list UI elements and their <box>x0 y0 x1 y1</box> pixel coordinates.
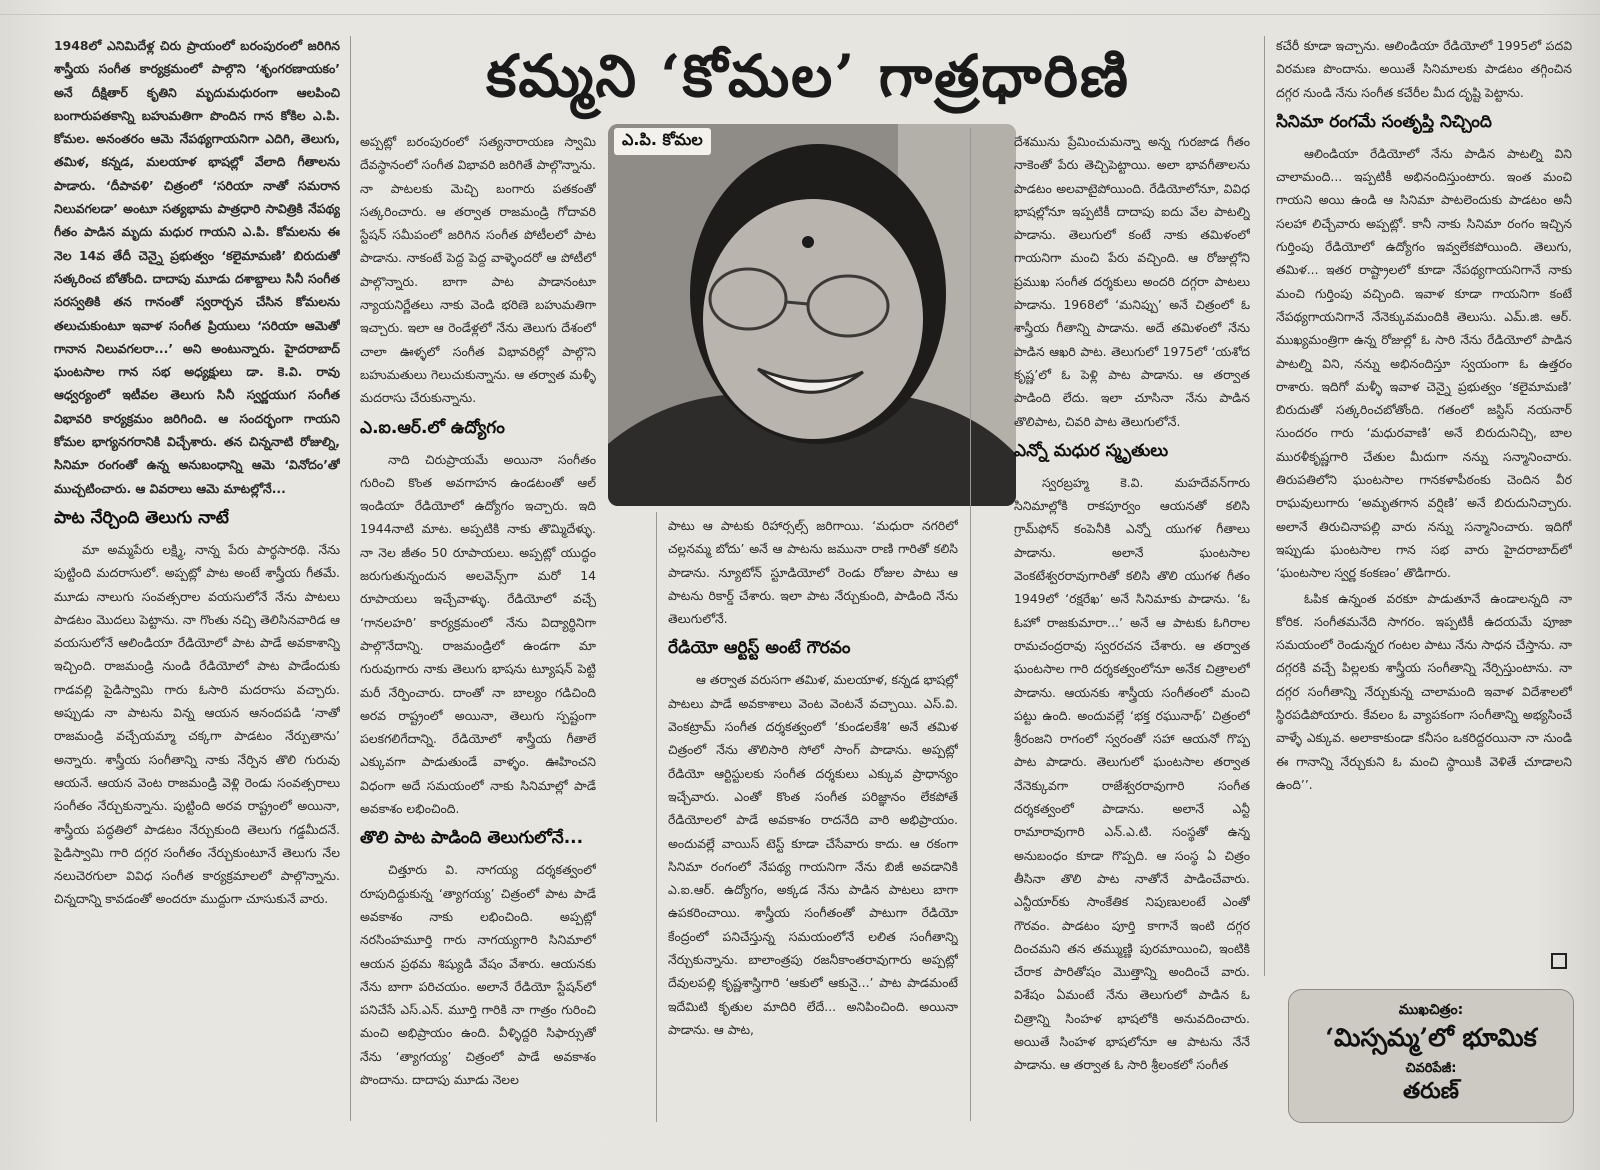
portrait-photo <box>608 124 1016 506</box>
section-heading-5: ఎన్నో మధుర స్మృతులు <box>1014 440 1169 461</box>
paragraph: నాది చిరుప్రాయమే అయినా సంగీతం గురించి కొంత అవగాహన ఉండటంతో ఆల్ ఇండియా రేడియోలో ఉద్యోగం ఇచ్చారు. ఇది 1944నాటి మాట. అప్పటికి నాకు తొమ్మిదేళ్ళు. నా నెల జీతం 50 రూపాయలు. అప్పట్లో యుద్ధం జరుగుతున్నందున అలవెన్స్‌గా మరో 14 రూపాయలు ఇచ్చేవాళ్ళు. రేడియోలో వచ్చే ‘గానలహరి’ కార్యక్రమంలో నేను విద్యార్థినిగా పాల్గొనేదాన్ని. రాజమండ్రిలో ఉండగా మా గురువుగారు నాకు తెలుగు భాషను ట్యూషన్ పెట్టి మరీ నేర్పించారు. దాంతో నా బాల్యం గడిచింది అరవ రాష్ట్రంలో అయినా, తెలుగు స్పష్టంగా పలకగలిగేదాన్ని. రేడియోలో శాస్త్రీయ గీతాలే ఎక్కువగా పాడుతుండే వాళ్ళం. ఊహించని విధంగా అదే సమయంలో నాకు సినిమాల్లో పాడే అవకాశం లభించింది. <box>360 451 596 817</box>
paragraph: చిత్తూరు వి. నాగయ్య దర్శకత్వంలో రూపుదిద్దుకున్న ‘త్యాగయ్య’ చిత్రంలో పాట పాడే అవకాశం నాకు లభించింది. అప్పట్లో నరసింహమూర్తి గారు నాగయ్యగారి సినిమాలో ఆయన ప్రథమ శిష్యుడి వేషం వేశారు. ఆయనకు నేను బాగా పరిచయం. అలానే రేడియో స్టేషన్‌లో పనిచేసే ఎస్.ఎన్. మూర్తి గారికి నా గాత్రం గురించి మంచి అభిప్రాయం ఉంది. వీళ్ళిద్దరి సిఫార్సుతో నేను ‘త్యాగయ్య’ చిత్రంలో పాడే అవకాశం పొందాను. దాదాపు మూడు నెలల <box>360 862 596 1087</box>
column-divider <box>970 128 971 1121</box>
credits-box <box>1288 989 1574 1123</box>
column-1 <box>54 34 340 1114</box>
paragraph: ఆలిండియా రేడియోలో నేను పాడిన పాటల్ని విని చాలామంది... ఇప్పటికీ అభినందిస్తుంటారు. ఇంత మంచి గాయని అయి ఉండి ఆ సినిమా పాటలెందుకు పాడటం అనీ సలహా లిచ్చేవారు అప్పట్లో. కానీ నాకు సినిమా రంగం ఇచ్చిన గుర్తింపు రేడియోలో ఉద్యోగం ఇవ్వలేకపోయింది. తెలుగు, తమిళ... ఇతర రాష్ట్రాలలో కూడా నేపథ్యగాయనిగానే నాకు మంచి గుర్తింపు వచ్చింది. ఇవాళ కూడా గాయనిగా కంటే నేపథ్యగాయనిగానే నేనెక్కువమందికి తెలుసు. ఎమ్.జి. ఆర్. ముఖ్యమంత్రిగా ఉన్న రోజుల్లో ఓ సారి నేను రేడియోలో పాడిన పాటల్ని విని, నన్ను అభినందిస్తూ స్వయంగా ఓ ఉత్తరం రాశారు. ఇదిగో మళ్ళీ ఇవాళ చెన్నై ప్రభుత్వం ‘కలైమామణి’ బిరుదుతో సత్కరించబోతోంది. గతంలో జస్టిస్ నయనార్ సుందరం గారు ‘మధురవాణి’ అనే బిరుదునిచ్చి, బాల మురళీకృష్ణగారి చేతుల మీదుగా నన్ను సన్మానించారు. తిరుపతిలోని ఘంటసాల గానకళాపీఠంకు చెందిన వీర రాఘవులుగారు ‘అమృతగాన వర్షిణి’ అనే బిరుదునిచ్చారు. అలానే తిరుచినాపల్లి వారు నన్ను సన్మానించారు. ఇదిగో ఇప్పుడు ఘంటసాల గాన సభ వారు హైదరాబాద్‌లో ‘ఘంటసాల స్వర్ణ కంకణం’ తొడిగారు. <box>1276 145 1572 581</box>
intro-paragraph: 1948లో ఎనిమిదేళ్ల చిరు ప్రాయంలో బరంపురంలో జరిగిన శాస్త్రీయ సంగీత కార్యక్రమంలో పాల్గొని ‘శృంగరణాయకం’ అనే దీక్షితార్ కృతిని మృదుమధురంగా ఆలపించి బంగారుపతకాన్ని బహుమతిగా పొందిన గాన కోకిల ఎ.పి. కోమల. అనంతరం ఆమె నేపథ్యగాయనిగా ఎదిగి, తెలుగు, తమిళ, కన్నడ, మలయాళ భాషల్లో వేలాది గీతాలను పాడారు. ‘దీపావళి’ చిత్రంలో ‘సరియా నాతో సమరాన నిలువగలడా’ అంటూ సత్యభామ పాత్రధారి సావిత్రికి నేపథ్య గీతం పాడిన మృదు మధుర గాయని ఎ.పి. కోమలను ఈ నెల 14వ తేదీ చెన్నై ప్రభుత్వం ‘కలైమామణి’ బిరుదుతో సత్కరించ బోతోంది. దాదాపు మూడు దశాబ్దాలు సినీ సంగీత సరస్వతికి తన గానంతో స్వరార్చన చేసిన కోమలను తలుచుకుంటూ ఇవాళ సంగీత ప్రియులు ‘సరియా ఆమెతో గానాన నిలువగలరా...’ అని అంటున్నారు. హైదరాబాద్ ఘంటసాల గాన సభ అధ్యక్షులు డా. కె.వి. రావు ఆధ్వర్యంలో ఇటీవల తెలుగు సినీ స్వర్ణయుగ సంగీత విభావరి కార్యక్రమం జరిగింది. ఆ సందర్భంగా గాయని కోమల భాగ్యనగరానికి విచ్చేశారు. తన చిన్ననాటి రోజుల్ని, సినిమా రంగంతో ఉన్న అనుబంధాన్ని ఆమె ‘వినోదం’తో ముచ్చటించారు. ఆ వివరాలు ఆమె మాటల్లోనే... <box>54 38 340 496</box>
cover-label: ముఖచిత్రం: <box>1398 1002 1464 1018</box>
article-end-mark <box>1551 953 1567 969</box>
section-heading-6: సినిమా రంగమే సంతృప్తి నిచ్చింది <box>1276 111 1492 132</box>
column-divider <box>1264 36 1265 976</box>
column-divider <box>656 512 657 1122</box>
section-heading-1: పాట నేర్చింది తెలుగు నాటే <box>54 507 229 528</box>
photo-caption: ఎ.పి. కోమల <box>614 128 711 155</box>
paragraph: అప్పట్లో బరంపురంలో సత్యనారాయణ స్వామి దేవస్థానంలో సంగీత విభావరి జరిగితే పాల్గొన్నాను. నా పాటలకు మెచ్చి బంగారు పతకంతో సత్కరించారు. ఆ తర్వాత రాజమండ్రి గోదావరి స్టేషన్ సమీపంలో జరిగిన సంగీత పోటీలలో పాట పాడాను. నాకంటే పెద్ద పెద్ద వాళ్ళెందరో ఆ పోటీలో పాల్గొన్నారు. బాగా పాట పాడానంటూ న్యాయనిర్ణేతలు నాకు వెండి భరిణె బహుమతిగా ఇచ్చారు. ఇలా ఆ రెండేళ్లలో నేను తెలుగు దేశంలో చాలా ఊళ్ళలో సంగీత విభావరిల్లో పాల్గొని బహుమతులు గెలుచుకున్నాను. ఆ తర్వాత మళ్ళీ మదరాసు చేరుకున్నాను. <box>360 134 596 406</box>
column-4 <box>1014 130 1250 1120</box>
bottom-edge-strip <box>0 1128 1600 1170</box>
cover-name: ‘మిస్సమ్మ’లో భూమిక <box>1325 1023 1537 1052</box>
paragraph: స్వరబ్రహ్మ కె.వి. మహదేవన్‌గారు సినిమాల్లోకి రాకపూర్వం ఆయనతో కలిసి గ్రామ్‌ఫోన్ కంపెనీకి ఎన్నో యుగళ గీతాలు పాడాను. అలానే ఘంటసాల వెంకటేశ్వరరావుగారితో కలిసి తొలి యుగళ గీతం 1949లో ‘రక్షరేఖ’ అనే సినిమాకు పాడాను. ‘ఓ ఓహో రాజకుమారా...’ అనే ఆ పాటకు ఓగిరాల రామచంద్రరావు స్వరరచన చేశారు. ఆ తర్వాత ఘంటసాల గారి దర్శకత్వంలోనూ అనేక చిత్రాలలో పాడాను. ఆయనకు శాస్త్రీయ సంగీతంలో మంచి పట్టు ఉంది. అందువల్లే ‘భక్త రఘునాథ్’ చిత్రంలో శ్రీరంజని రాగంలో స్వరంతో సహా ఆయనో గొప్ప పాట పాడారు. తెలుగులో ఘంటసాల తర్వాత నేనెక్కువగా రాజేశ్వరరావుగారి సంగీత దర్శకత్వంలో పాడాను. అలానే ఎన్టీ రామారావుగారి ఎన్.ఎ.టి. సంస్థతో ఉన్న అనుబంధం కూడా గొప్పది. ఆ సంస్థ ఏ చిత్రం తీసినా తొలి పాట నాతోనే పాడించేవారు. ఎన్టీయార్‌కు సాంకేతిక నిపుణులంటే ఎంతో గౌరవం. పాడటం పూర్తి కాగానే ఇంటి దగ్గర దించమని తన తమ్ముణ్ణి పురమాయించి, ఇంటికి చేరాక పారితోషం మొత్తాన్ని అందించే వారు. విశేషం ఏమంటే నేను తెలుగులో పాడిన ఓ చిత్రాన్ని సింహళ భాషలోకి అనువదించారు. అయితే సింహళ భాషలోనూ ఆ పాటను నేనే పాడాను. ఆ తర్వాత ఓ సారి శ్రీలంకలో సంగీత <box>1014 474 1250 1073</box>
paragraph: ఓపిక ఉన్నంత వరకూ పాడుతూనే ఉండాలన్నది నా కోరిక. సంగీతమనేది సాగరం. ఇప్పటికీ ఉదయమే పూజా సమయంలో రెండున్నర గంటల పాటు నేను సాధన చేస్తాను. నా దగ్గరకి వచ్చే పిల్లలకు శాస్త్రీయ సంగీతాన్ని నేర్పిస్తుంటాను. నా దగ్గర సంగీతాన్ని నేర్చుకున్న చాలామంది ఇవాళ విదేశాలలో స్థిరపడిపోయారు. కేవలం ఓ వ్యాపకంగా సంగీతాన్ని అభ్యసించే వాళ్ళే ఎక్కువ. అలాకాకుండా కనీసం ఒకరిద్దరయినా నా నుండి ఈ గానాన్ని నేర్చుకుని ఓ మంచి స్థాయికి వెళితే చూడాలని ఉంది’’. <box>1276 590 1572 792</box>
paragraph: మా అమ్మపేరు లక్ష్మి, నాన్న పేరు పార్థసారథి. నేను పుట్టింది మదరాసులో. అప్పట్లో పాట అంటే శాస్త్రీయ గీతమే. మూడు నాలుగు సంవత్సరాల వయసులోనే నేను పాటలు పాడటం మొదలు పెట్టాను. నా గొంతు నచ్చి తెలిసినవారిడ ఆ వయసులోనే ఆలిండియా రేడియోలో పాట పాడే అవకాశాన్ని ఇచ్చింది. రాజమండ్రి నుండి రేడియోలో పాట పాడేందుకు గాడవల్లి పైడిస్వామి గారు ఓసారి మదరాసు వచ్చారు. అప్పుడు నా పాటను విన్న ఆయన ఆనందపడి ‘నాతో రాజమండ్రి వచ్చేయమ్మా చక్కగా పాడటం నేర్పుతాను’ అన్నారు. శాస్త్రీయ సంగీతాన్ని నాకు నేర్పిన తొలి గురువు ఆయనే. ఆయన వెంట రాజమండ్రి వెళ్లి రెండు సంవత్సరాలు సంగీతం నేర్చుకున్నాను. పుట్టింది అరవ రాష్ట్రంలో అయినా, శాస్త్రీయ పద్ధతిలో పాడటం నేర్చుకుంది తెలుగు గడ్డమీదనే. పైడిస్వామి గారి దగ్గర సంగీతం నేర్చుకుంటూనే తెలుగు నేల నలుచెరగులా వివిధ సంగీత కార్యక్రమాలలో పాల్గొన్నాను. చిన్నదాన్ని కావడంతో అందరూ ముద్దుగా చూసుకునే వారు. <box>54 541 340 907</box>
portrait-illustration <box>608 124 1016 506</box>
section-heading-4: రేడియో ఆర్టిస్ట్ అంటే గౌరవం <box>668 638 851 659</box>
column-divider <box>350 36 351 1121</box>
section-heading-3: తొలి పాట పాడింది తెలుగులోనే... <box>360 828 584 849</box>
headline: కమ్మని ‘కోమల’ గాత్రధారిణి <box>486 42 1130 110</box>
section-heading-2: ఎ.ఐ.ఆర్.లో ఉద్యోగం <box>360 417 505 438</box>
paragraph: దేశమును ప్రేమించుమన్నా అన్న గురజాడ గీతం నాకెంతో పేరు తెచ్చిపెట్టాయి. అలా భావగీతాలను పాడటం అలవాటైపోయింది. రేడియోలోనూ, వివిధ భాషల్లోనూ ఇప్పటికీ దాదాపు ఐదు వేల పాటల్ని పాడాను. తెలుగులో కంటే నాకు తమిళంలో గాయనిగా మంచి పేరు వచ్చింది. ఆ రోజుల్లోని ప్రముఖ సంగీత దర్శకులు అందరి దగ్గరా పాటలు పాడాను. 1968లో ‘మనిప్పు’ అనే చిత్రంలో ఓ శాస్త్రీయ గీతాన్ని పాడాను. అదే తమిళంలో నేను పాడిన ఆఖరి పాట. తెలుగులో 1975లో ‘యశోద కృష్ణ’లో ఓ పెళ్లి పాట పాడాను. ఆ తర్వాత పాడింది లేదు. ఇలా చూసినా నేను పాడిన తొలిపాట, చివరి పాట తెలుగులోనే. <box>1014 134 1250 429</box>
column-3 <box>668 514 958 1119</box>
column-2 <box>360 130 596 1120</box>
paragraph: ఆ తర్వాత వరుసగా తమిళ, మలయాళ, కన్నడ భాషల్లో పాటలు పాడే అవకాశాలు వెంట వెంటనే వచ్చాయి. ఎస్.వి. వెంకట్రామ్ సంగీత దర్శకత్వంలో ‘కుండలకేశి’ అనే తమిళ చిత్రంలో నేను తొలిసారి సోలో సాంగ్ పాడాను. అప్పట్లో రేడియో ఆర్టిస్టులకు సంగీత దర్శకులు ఎక్కువ ప్రాధాన్యం ఇచ్చేవారు. ఎంతో కొంత సంగీత పరిజ్ఞానం లేకపోతే రేడియోలలో పాడే అవకాశం రాదనేది వారి అభిప్రాయం. అందువల్లే వాయిస్ టెస్ట్ కూడా చేసేవారు కాదు. ఆ రకంగా సినిమా రంగంలో నేపథ్య గాయనిగా నేను బిజీ అవడానికి ఎ.ఐ.ఆర్. ఉద్యోగం, అక్కడ నేను పాడిన పాటలు బాగా ఉపకరించాయి. శాస్త్రీయ సంగీతంతో పాటుగా రేడియో కేంద్రంలో పనిచేస్తున్న సమయంలోనే లలిత సంగీతాన్ని నేర్చుకున్నాను. బాలాంత్రపు రజనీకాంతరావుగారు అప్పట్లో దేవులపల్లి కృష్ణశాస్త్రిగారి ‘ఆకులో ఆకునై...’ పాట పాడమంటే ఇదేమిటి కృతుల మాదిరి లేదే... అనిపించింది. అయినా పాడాను. ఆ పాట, <box>668 672 958 1037</box>
paragraph: పాటు ఆ పాటకు రిహార్సల్స్ జరిగాయి. ‘మధురా నగరిలో చల్లనమ్మ బోదు’ అనే ఆ పాటను జమునా రాణి గారితో కలిసి పాడాను. న్యూటోన్ స్టూడియోలో రెండు రోజుల పాటు ఆ పాటను రికార్డ్ చేశారు. ఇలా పాట నేర్చుకుంది, పాడింది నేను తెలుగులోనే. <box>668 518 958 627</box>
paragraph: కచేరీ కూడా ఇచ్చాను. ఆలిండియా రేడియోలో 1995లో పదవి విరమణ పొందాను. అయితే సినిమాలకు పాడటం తగ్గించిన దగ్గర నుండి నేను సంగీత కచేరీల మీద దృష్టి పెట్టాను. <box>1276 38 1572 100</box>
top-edge-strip <box>0 0 1600 15</box>
back-page-name: తరుణ్ <box>1403 1079 1459 1104</box>
back-page-label: చివరిపేజీ: <box>1405 1061 1457 1076</box>
column-5 <box>1276 34 1572 966</box>
